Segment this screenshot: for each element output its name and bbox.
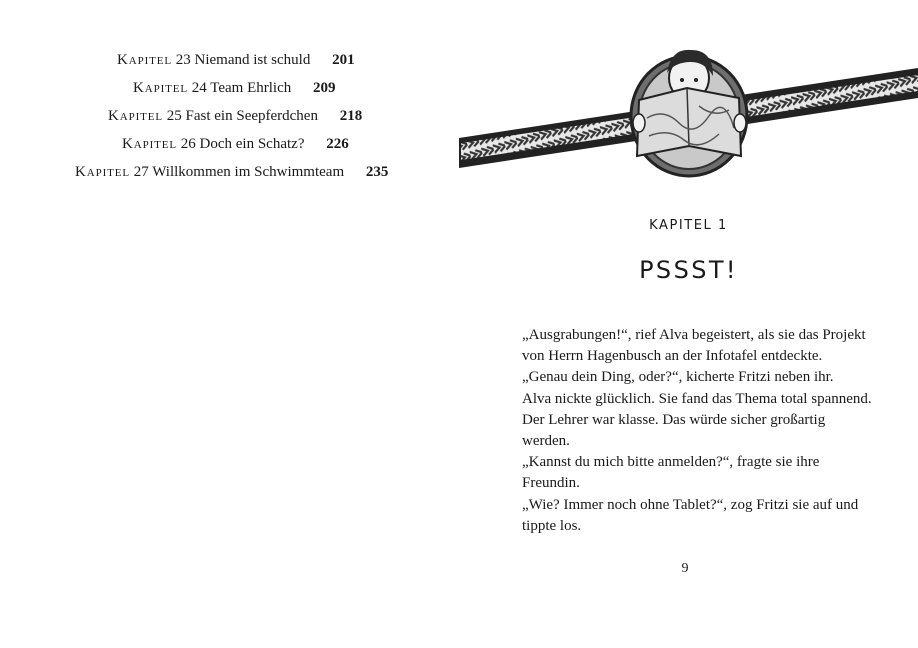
toc-chapter-number: 27: [133, 164, 149, 180]
toc-entry: [133, 78, 336, 98]
toc-page-number: 235: [365, 164, 389, 180]
toc-chapter-label: Kapitel: [133, 80, 189, 96]
toc-chapter-number: 23: [175, 52, 191, 68]
chapter-body: [522, 325, 872, 537]
text-line: „Ausgrabungen!“, rief Alva begeistert, als sie das Projekt: [522, 327, 866, 343]
toc-chapter-label: Kapitel: [75, 164, 131, 180]
chapter-title: PSSST!: [639, 256, 738, 284]
text-line: „Kannst du mich bitte anmelden?“, fragte sie ihre: [522, 454, 820, 471]
text-line: Freundin.: [522, 475, 580, 492]
toc-page-number: 226: [326, 136, 349, 152]
toc-entry: [75, 162, 388, 182]
chapter-label: KAPITEL 1: [649, 218, 728, 233]
toc-chapter-label: Kapitel: [122, 136, 178, 152]
toc-chapter-number: 24: [191, 80, 207, 96]
toc-chapter-label: Kapitel: [108, 108, 164, 124]
toc-entry: [108, 106, 362, 126]
text-line: Der Lehrer war klasse. Das würde sicher großartig: [522, 411, 826, 428]
text-line: „Wie? Immer noch ohne Tablet?“, zog Fritzi sie auf und: [522, 496, 859, 513]
right-page: [459, 0, 918, 648]
girl-reading-map-illustration: [459, 28, 918, 178]
toc-chapter-title: Niemand ist schuld: [194, 52, 311, 68]
toc-chapter-title: Team Ehrlich: [210, 80, 292, 96]
text-line: Alva nickte glücklich. Sie fand das Thema total spannend.: [522, 390, 872, 407]
toc-page-number: 218: [339, 108, 363, 124]
toc-entry: [122, 134, 349, 154]
toc-page-number: 209: [313, 80, 336, 96]
toc-chapter-number: 25: [166, 108, 182, 124]
toc-chapter-label: Kapitel: [117, 52, 173, 68]
toc-chapter-title: Fast ein Seepferdchen: [185, 108, 318, 124]
text-line: „Genau dein Ding, oder?“, kicherte Fritzi neben ihr.: [522, 369, 834, 386]
text-line: tippte los.: [522, 517, 582, 534]
text-line: werden.: [522, 433, 570, 450]
text-line: von Herrn Hagenbusch an der Infotafel entdeckte.: [522, 348, 823, 365]
page-number: 9: [681, 561, 689, 576]
toc-chapter-title: Willkommen im Schwimmteam: [152, 164, 345, 180]
toc-chapter-number: 26: [180, 136, 196, 152]
toc-chapter-title: Doch ein Schatz?: [199, 136, 305, 152]
toc-entry: [117, 50, 355, 70]
toc-page-number: 201: [332, 52, 355, 68]
